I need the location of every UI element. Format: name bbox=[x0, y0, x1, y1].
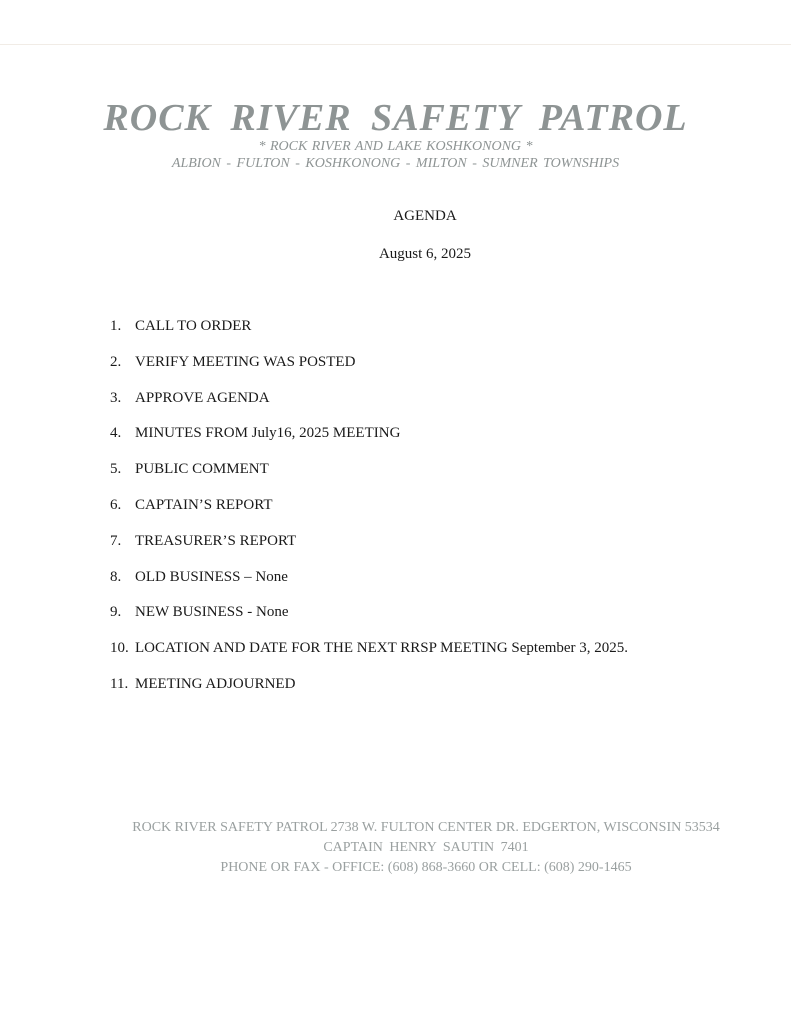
letter-footer bbox=[0, 818, 791, 878]
footer-phone: PHONE OR FAX - OFFICE: (608) 868-3660 OR CELL: (608) 290-1465 bbox=[220, 860, 632, 875]
agenda-item-number: 5. bbox=[110, 461, 122, 478]
agenda-item-text: MEETING ADJOURNED bbox=[135, 675, 296, 692]
footer-address: ROCK RIVER SAFETY PATROL 2738 W. FULTON CENTER DR. EDGERTON, WISCONSIN 53534 bbox=[132, 820, 720, 835]
agenda-item-number: 7. bbox=[110, 532, 122, 549]
agenda-item-number: 3. bbox=[110, 389, 122, 406]
agenda-item-number: 6. bbox=[110, 496, 122, 513]
agenda-list bbox=[110, 316, 628, 710]
footer-captain: CAPTAIN HENRY SAUTIN 7401 bbox=[323, 840, 529, 855]
agenda-item-number: 11. bbox=[110, 675, 129, 692]
agenda-date: August 6, 2025 bbox=[378, 246, 472, 262]
agenda-item bbox=[110, 531, 628, 567]
agenda-item-number: 4. bbox=[110, 425, 122, 442]
agenda-item-text: PUBLIC COMMENT bbox=[135, 461, 269, 478]
letterhead bbox=[0, 96, 791, 174]
agenda-item-text: LOCATION AND DATE FOR THE NEXT RRSP MEETING September 3, 2025. bbox=[135, 640, 629, 657]
agenda-item bbox=[110, 638, 628, 674]
top-divider bbox=[0, 44, 791, 45]
agenda-item bbox=[110, 602, 628, 638]
agenda-item-text: MINUTES FROM July16, 2025 MEETING bbox=[135, 425, 401, 442]
agenda-item-number: 2. bbox=[110, 353, 122, 370]
agenda-item-text: VERIFY MEETING WAS POSTED bbox=[135, 353, 356, 370]
agenda-item-text: APPROVE AGENDA bbox=[135, 389, 270, 406]
agenda-item-text: OLD BUSINESS – None bbox=[135, 568, 288, 585]
agenda-item-text: CAPTAIN’S REPORT bbox=[135, 496, 273, 513]
agenda-item-number: 10. bbox=[110, 640, 129, 657]
agenda-item-number: 9. bbox=[110, 604, 122, 621]
agenda-item-text: TREASURER’S REPORT bbox=[135, 532, 297, 549]
agenda-heading: AGENDA bbox=[393, 208, 457, 224]
agenda-item bbox=[110, 316, 628, 352]
organization-title: ROCK RIVER SAFETY PATROL bbox=[103, 97, 688, 139]
agenda-item-number: 1. bbox=[110, 318, 122, 334]
agenda-item-text: CALL TO ORDER bbox=[135, 318, 252, 334]
agenda-item bbox=[110, 388, 628, 424]
agenda-item bbox=[110, 674, 628, 710]
letterhead-subtitle: * ROCK RIVER AND LAKE KOSHKONONG * bbox=[258, 139, 533, 154]
agenda-item bbox=[110, 352, 628, 388]
letterhead-townships: ALBION - FULTON - KOSHKONONG - MILTON - SUMNER TOWNSHIPS bbox=[171, 156, 620, 171]
agenda-item-text: NEW BUSINESS - None bbox=[135, 604, 289, 621]
agenda-item bbox=[110, 459, 628, 495]
agenda-item bbox=[110, 423, 628, 459]
agenda-item-number: 8. bbox=[110, 568, 122, 585]
agenda-item bbox=[110, 567, 628, 603]
agenda-item bbox=[110, 495, 628, 531]
